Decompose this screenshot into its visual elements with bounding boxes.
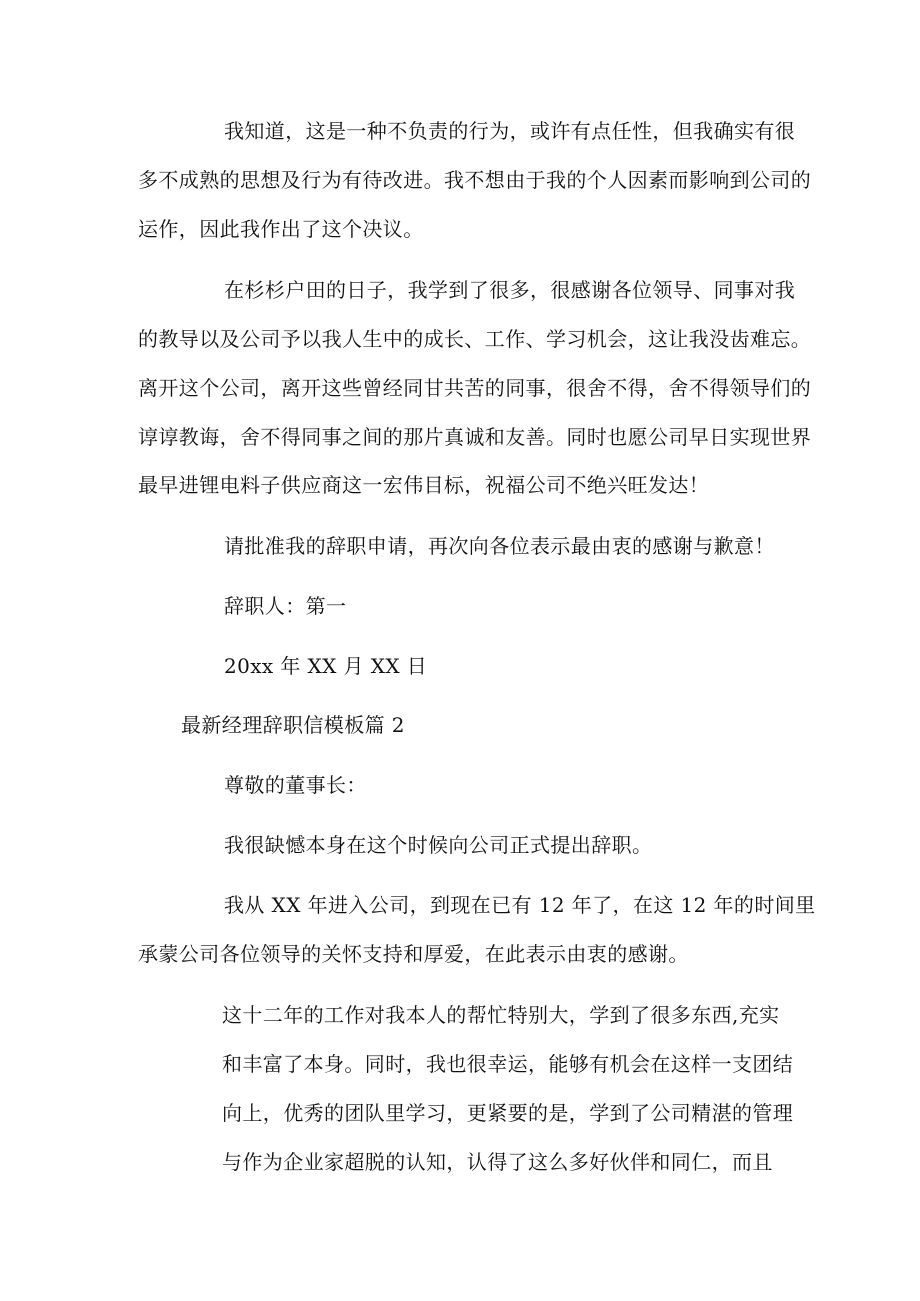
paragraph-line: 我很缺憾本身在这个时候向公司正式提出辞职。 xyxy=(224,833,653,857)
closing-line: 请批准我的辞职申请，再次向各位表示最由衷的感谢与歉意！ xyxy=(224,534,775,558)
paragraph-line: 我知道，这是一种不负责的行为，或许有点任性，但我确实有很 xyxy=(224,119,796,143)
paragraph-line: 在杉杉户田的日子，我学到了很多，很感谢各位领导、同事对我 xyxy=(224,278,796,302)
paragraph-line: 运作，因此我作出了这个决议。 xyxy=(138,217,424,241)
paragraph-line: 与作为企业家超脱的认知，认得了这么多好伙伴和同仁，而且 xyxy=(222,1150,773,1174)
section-title: 最新经理辞职信模板篇 2 xyxy=(181,713,405,737)
paragraph-line: 最早进锂电料子供应商这一宏伟目标，祝福公司不绝兴旺发达！ xyxy=(138,473,710,497)
paragraph-line: 多不成熟的思想及行为有待改进。我不想由于我的个人因素而影响到公司的 xyxy=(138,168,812,192)
paragraph-line: 向上，优秀的团队里学习，更紧要的是，学到了公司精湛的管理 xyxy=(222,1101,794,1125)
paragraph-line: 这十二年的工作对我本人的帮忙特别大，学到了很多东西,充实 xyxy=(222,1003,780,1027)
salutation-line: 尊敬的董事长： xyxy=(224,773,367,797)
date-line: 20xx 年 XX 月 XX 日 xyxy=(224,654,428,678)
paragraph-line: 谆谆教诲，舍不得同事之间的那片真诚和友善。同时也愿公司早日实现世界 xyxy=(138,425,812,449)
paragraph-line: 承蒙公司各位领导的关怀支持和厚爱，在此表示由衷的感谢。 xyxy=(138,942,689,966)
paragraph-line: 离开这个公司，离开这些曾经同甘共苦的同事，很舍不得，舍不得领导们的 xyxy=(138,376,812,400)
paragraph-line: 的教导以及公司予以我人生中的成长、工作、学习机会，这让我没齿难忘。 xyxy=(138,327,812,351)
paragraph-line: 我从 XX 年进入公司，到现在已有 12 年了，在这 12 年的时间里 xyxy=(224,893,816,917)
signature-line: 辞职人：第一 xyxy=(224,594,347,618)
paragraph-line: 和丰富了本身。同时，我也很幸运，能够有机会在这样一支团结 xyxy=(222,1052,794,1076)
